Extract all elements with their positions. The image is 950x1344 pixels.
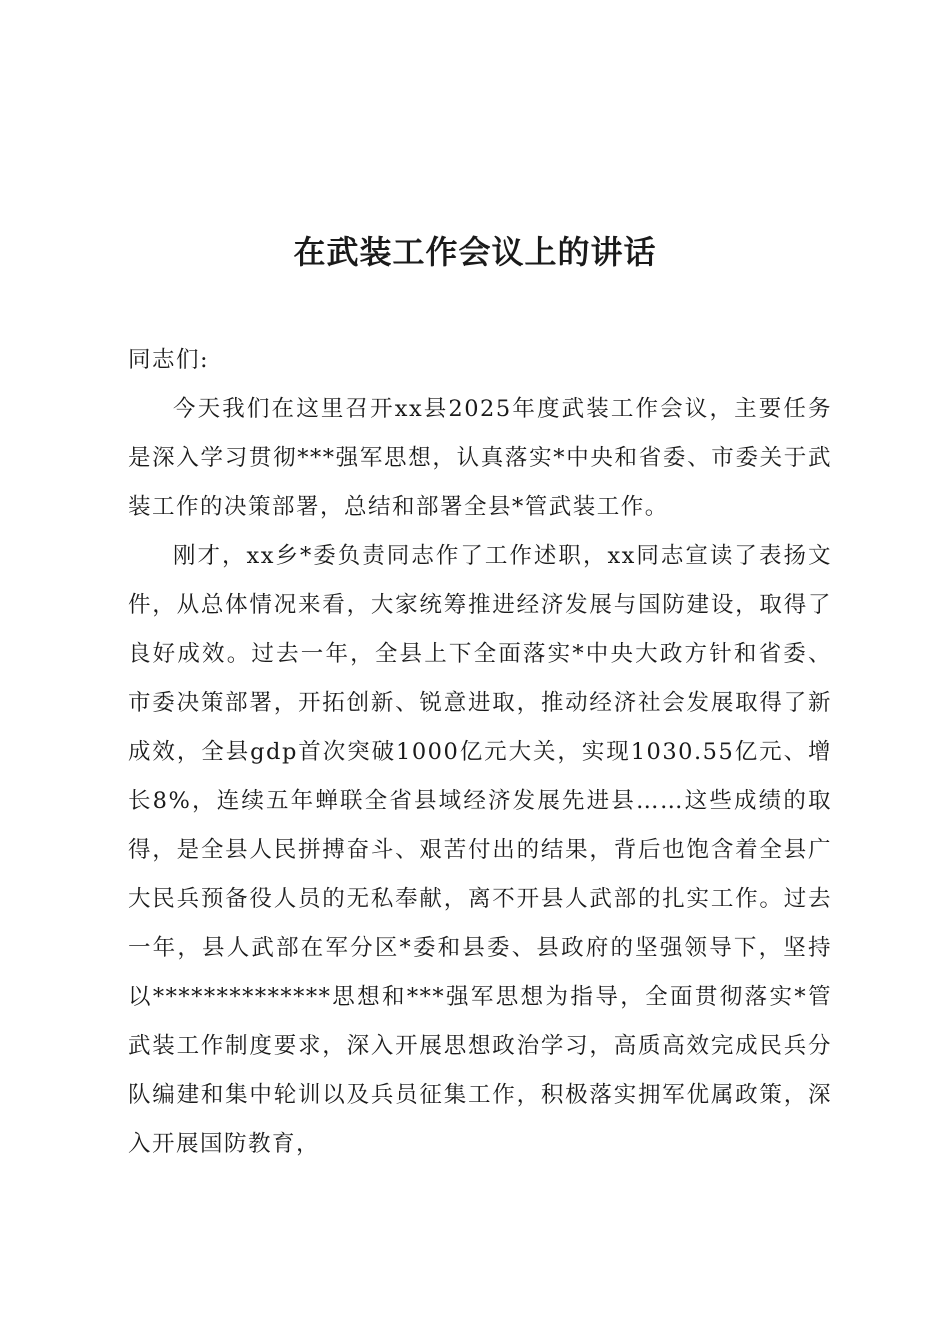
document-title: 在武装工作会议上的讲话: [293, 233, 657, 271]
paragraph-1: 今天我们在这里召开xx县2025年度武装工作会议，主要任务是深入学习贯彻***强军思想，认真落实*中央和省委、市委关于武装工作的决策部署，总结和部署全县*管武装工作。: [128, 396, 832, 520]
salutation: 同志们:: [128, 347, 210, 373]
paragraph-2: 刚才，xx乡*委负责同志作了工作述职，xx同志宣读了表扬文件，从总体情况来看，大家统筹推进经济发展与国防建设，取得了良好成效。过去一年，全县上下全面落实*中央大政方针和省委、市委决策部署，开拓创新、锐意进取，推动经济社会发展取得了新成效，全县gdp首次突破1000亿元大关，实现1030.55亿元、增长8%，连续五年蝉联全省县域经济发展先进县……这些成绩的取得，是全县人民拼搏奋斗、艰苦付出的结果，背后也饱含着全县广大民兵预备役人员的无私奉献，离不开县人武部的扎实工作。过去一年，县人武部在军分区*委和县委、县政府的坚强领导下，坚持以**************思想和***强军思想为指导，全面贯彻落实*管武装工作制度要求，深入开展思想政治学习，高质高效完成民兵分队编建和集中轮训以及兵员征集工作，积极落实拥军优属政策，深入开展国防教育，: [128, 543, 832, 1157]
document-body: [128, 336, 832, 1169]
